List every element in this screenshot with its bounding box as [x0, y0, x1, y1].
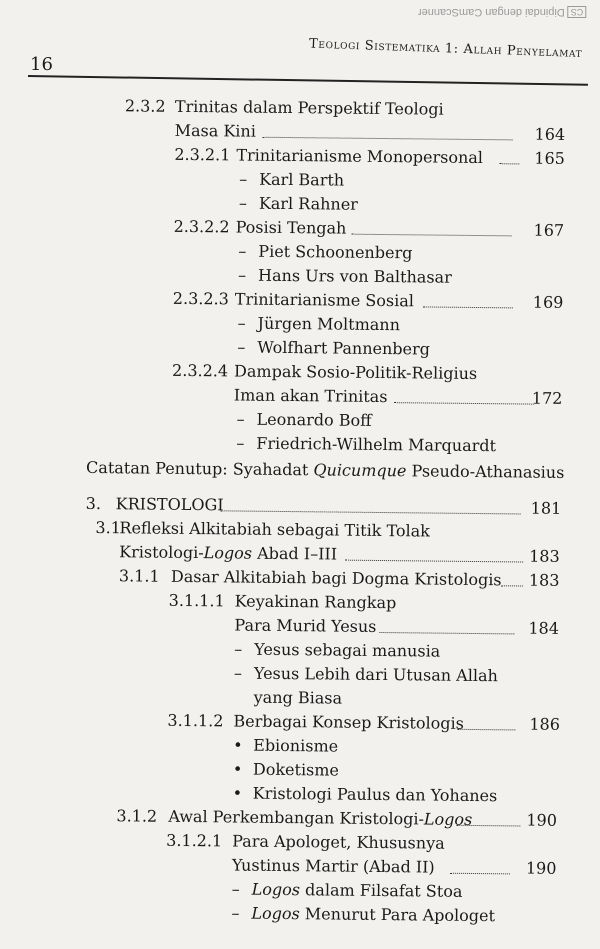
toc-number: 2.3.2	[124, 96, 166, 116]
toc-leader	[394, 402, 534, 404]
toc-title-b: Pseudo-Athanasius	[406, 461, 565, 482]
dash-icon: –	[231, 903, 240, 923]
toc-entry-3-1-1-1	[168, 590, 397, 613]
toc-subitem	[232, 782, 498, 806]
toc-subitem-text	[251, 903, 495, 928]
scanner-watermark-text: Dipindai dengan CamScanner	[417, 6, 565, 18]
toc-subitem	[236, 408, 372, 430]
toc-page: 190	[526, 810, 558, 830]
toc-subitem-text: Doketisme	[252, 759, 340, 780]
toc-entry-2-3-2-3	[173, 288, 563, 314]
toc-subitem-text: yang Biasa	[253, 687, 343, 708]
toc-page: 184	[528, 618, 560, 638]
toc-subitem-text: Karl Rahner	[258, 193, 358, 214]
dash-icon: –	[237, 313, 246, 333]
toc-title: Dampak Sosio-Politik-Religius	[234, 361, 478, 384]
toc-page: 169	[532, 292, 564, 312]
toc-title: Para Apologet, Khususnya	[232, 831, 445, 853]
toc-number: 2.3.2.4	[172, 360, 229, 381]
toc-page: 183	[529, 546, 560, 566]
camscanner-badge-icon: CS	[567, 6, 586, 18]
toc-page: 164	[534, 124, 566, 144]
toc-number: 3.1	[95, 518, 122, 538]
toc-title-b: Abad I–III	[251, 543, 338, 564]
toc-subitem	[238, 193, 358, 215]
scanner-watermark	[418, 6, 586, 18]
toc-subitem	[232, 758, 340, 780]
dash-icon: –	[233, 663, 243, 683]
toc-subitem	[236, 432, 497, 456]
toc-number: 3.1.2.1	[166, 830, 223, 851]
toc-entry-2-3-2-2	[174, 216, 564, 242]
toc-leader	[457, 729, 515, 731]
dash-icon: –	[238, 193, 247, 213]
toc-title: Yustinus Martir (Abad II)	[231, 855, 435, 877]
toc-entry-3-1-1-2	[167, 710, 561, 736]
toc-page: 190	[525, 858, 557, 878]
toc-number: 3.1.1.2	[167, 710, 224, 731]
toc-title-b: Menurut Para Apologet	[299, 904, 496, 926]
toc-title-a: Kristologi-	[119, 542, 204, 563]
toc-subitem-text: Friedrich-Wilhelm Marquardt	[256, 433, 497, 456]
toc-title: Trinitas dalam Perspektif Teologi	[174, 96, 444, 119]
toc-title: Dasar Alkitabiah bagi Dogma Kristologis	[170, 566, 502, 590]
toc-subitem-cont	[254, 687, 343, 710]
table-of-contents	[0, 94, 600, 926]
toc-subitem	[238, 241, 413, 263]
toc-subitem	[237, 337, 431, 359]
toc-entry-3-1-2-1	[166, 830, 445, 853]
toc-title: Posisi Tengah	[235, 217, 347, 238]
toc-entry-3-1-cont	[119, 541, 560, 568]
toc-page: 167	[533, 220, 565, 240]
bullet-icon: •	[232, 759, 243, 779]
toc-number: 3.1.1	[118, 566, 160, 586]
toc-entry-closing-note	[86, 457, 565, 484]
toc-number: 2.3.2.3	[172, 288, 229, 309]
dash-icon: –	[238, 241, 247, 261]
toc-title-italic: Logos	[251, 879, 301, 900]
toc-number: 3.	[85, 493, 102, 514]
toc-title-b: dalam Filsafat Stoa	[299, 880, 463, 901]
toc-title: Refleksi Alkitabiah sebagai Titik Tolak	[119, 518, 431, 541]
toc-title-a: Awal Perkembangan Kristologi-	[168, 806, 425, 829]
toc-title	[168, 806, 472, 831]
dash-icon: –	[236, 433, 245, 453]
toc-subitem-text: Wolfhart Pannenberg	[257, 337, 431, 359]
toc-title: Masa Kini	[174, 120, 256, 141]
toc-leader	[499, 163, 519, 164]
dash-icon: –	[239, 169, 248, 189]
toc-subitem-text: Yesus Lebih dari Utusan Allah	[253, 663, 498, 686]
toc-subitem-text: Karl Barth	[259, 169, 345, 190]
toc-entry-3-1-2	[116, 805, 557, 832]
toc-entry-2-3-2-1	[174, 144, 564, 170]
toc-subitem	[238, 265, 452, 287]
toc-title-italic: Logos	[251, 903, 300, 924]
toc-subitem-text: Leonardo Boff	[256, 409, 372, 430]
toc-title: KRISTOLOGI	[115, 494, 224, 515]
header-rule	[28, 75, 588, 86]
dash-icon: –	[236, 409, 245, 429]
toc-page: 165	[534, 148, 566, 168]
toc-number: 3.1.2	[116, 806, 158, 826]
toc-leader	[450, 873, 510, 875]
toc-leader	[263, 137, 513, 141]
toc-page: 183	[528, 570, 560, 590]
toc-title-italic: Logos	[423, 809, 473, 829]
toc-entry-3-1-1-1-cont	[234, 614, 559, 639]
toc-number: 2.3.2.2	[173, 216, 230, 237]
toc-subitem	[231, 902, 496, 926]
dash-icon: –	[238, 265, 247, 285]
toc-subitem	[234, 638, 441, 661]
toc-subitem-text: Hans Urs von Balthasar	[258, 265, 452, 287]
toc-number: 3.1.1.1	[168, 590, 225, 611]
bullet-icon: •	[233, 735, 243, 755]
toc-page: 172	[531, 388, 563, 408]
toc-subitem	[239, 169, 345, 191]
toc-subitem	[237, 313, 401, 335]
toc-title: Para Murid Yesus	[234, 615, 377, 636]
toc-page: 186	[529, 714, 561, 734]
toc-leader	[345, 560, 523, 563]
toc-subitem	[231, 878, 463, 901]
toc-title-a: Catatan Penutup: Syahadat	[85, 457, 314, 480]
toc-title: Keyakinan Rangkap	[234, 591, 397, 613]
toc-leader	[501, 585, 523, 586]
page-number: 16	[30, 54, 53, 75]
dash-icon: –	[237, 337, 246, 357]
toc-entry-2-3-2-4	[172, 360, 478, 384]
toc-title: Trinitarianisme Sosial	[234, 289, 415, 311]
toc-leader	[379, 632, 514, 634]
toc-entry-3-1	[95, 517, 431, 541]
toc-title: Berbagai Konsep Kristologis	[233, 711, 464, 733]
dash-icon: –	[234, 639, 243, 659]
toc-title-italic: Quicumque	[313, 460, 407, 481]
toc-page: 181	[530, 498, 562, 518]
toc-entry-2-3-2	[124, 95, 444, 119]
toc-leader	[423, 306, 513, 308]
toc-subitem-text: Jürgen Moltmann	[257, 313, 401, 335]
toc-subitem	[233, 662, 498, 686]
toc-entry-3-1-1	[119, 565, 560, 592]
toc-title: Trinitarianisme Monopersonal	[236, 145, 484, 168]
toc-number: 2.3.2.1	[174, 144, 231, 165]
dash-icon: –	[231, 879, 240, 899]
toc-entry-2-3-2-4-cont	[234, 384, 562, 409]
toc-entry-3	[86, 493, 561, 520]
toc-entry-3-1-2-1-cont	[232, 854, 557, 879]
toc-subitem-text: Yesus sebagai manusia	[254, 639, 441, 661]
toc-subitem	[233, 734, 339, 756]
toc-subitem-text: Kristologi Paulus dan Yohanes	[252, 783, 498, 806]
toc-leader	[221, 510, 521, 514]
toc-title: Iman akan Trinitas	[233, 385, 388, 407]
toc-subitem-text: Ebionisme	[253, 735, 339, 756]
toc-subitem-text	[252, 879, 463, 903]
toc-subitem-text: Piet Schoonenberg	[258, 241, 413, 263]
toc-title-italic: Logos	[203, 543, 253, 563]
running-head: Teologi Sistematika 1: Allah Penyelamat	[308, 36, 583, 61]
toc-entry-2-3-2-cont	[175, 120, 565, 146]
toc-leader	[352, 234, 512, 237]
bullet-icon: •	[232, 783, 243, 803]
